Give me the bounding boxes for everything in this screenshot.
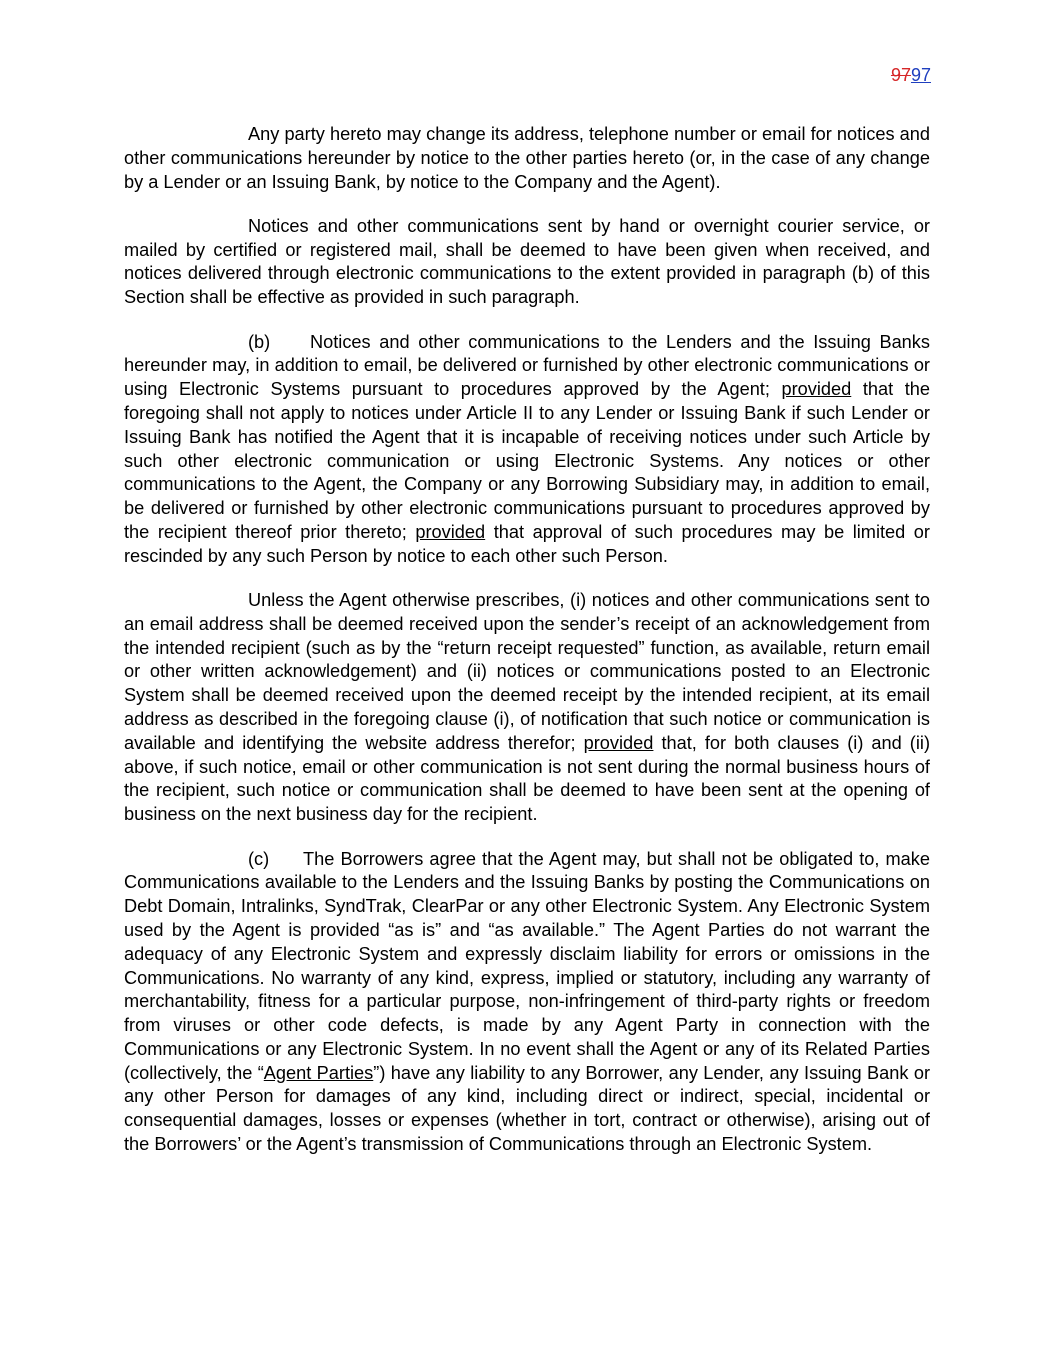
paragraph-c-electronic-systems: [124, 848, 930, 1157]
document-body: [124, 123, 930, 1177]
provided-term: provided: [415, 521, 486, 542]
paragraph-text: ”) have any liability to any Borrower, any Lender, any Issuing Bank or any other Person for damages of any kind, including direct or indirect, special, incidental or consequential damages, losses or expenses (whether in tort, contract or otherwise), arising out of the Borrowers’ or the Agent’s transmission of Communications through an Electronic System.: [124, 1062, 930, 1155]
page-number-inserted: 97: [910, 65, 931, 85]
page-number: [891, 64, 931, 86]
paragraph-text: that the foregoing shall not apply to notices under Article II to any Lender or Issuing Bank if such Lender or Issuing Bank has notified the Agent that it is incapable of receiving notices under such Article by such other electronic communication or using Electronic Systems. Any notices or other communications to the Agent, the Company or any Borrowing Subsidiary may, in addition to email, be delivered or furnished by other electronic communications pursuant to procedures approved by the recipient thereof prior thereto;: [124, 379, 930, 542]
page-number-deleted: 97: [890, 65, 911, 85]
defined-term-agent-parties: Agent Parties: [263, 1062, 374, 1083]
paragraph-email-receipt: [124, 589, 930, 827]
paragraph-b-electronic-notices: [124, 331, 930, 569]
provided-term: provided: [781, 379, 852, 400]
section-label-b: (b): [248, 331, 271, 352]
paragraph-notices-delivery: [124, 215, 930, 310]
section-label-c: (c): [248, 848, 270, 869]
paragraph-text: Notices and other communications to the Lenders and the Issuing Banks hereunder may, in addition to email, be delivered or furnished by other electronic communications or using Electronic Systems pursuant to procedures approved by the Agent;: [124, 331, 930, 400]
provided-term: provided: [583, 732, 654, 753]
paragraph-text: that, for both clauses (i) and (ii) above, if such notice, email or other communication is not sent during the normal business hours of the recipient, such notice or communication shall be deemed to have been sent at the opening of business on the next business day for the recipient.: [124, 732, 931, 825]
paragraph-change-address: [124, 123, 930, 194]
paragraph-text: Notices and other communications sent by hand or overnight courier service, or mailed by certified or registered mail, shall be deemed to have been given when received, and notices delivered through electronic communications to the extent provided in paragraph (b) of this Section shall be effective as provided in such paragraph.: [124, 215, 930, 308]
paragraph-text: Any party hereto may change its address, telephone number or email for notices and other communications hereunder by notice to the other parties hereto (or, in the case of any change by a Lender or an Issuing Bank, by notice to the Company and the Agent).: [124, 124, 930, 192]
paragraph-text: Unless the Agent otherwise prescribes, (i) notices and other communications sent to an email address shall be deemed received upon the sender’s receipt of an acknowledgement from the intended recipient (such as by the “return receipt requested” function, as available, return email or other written acknowledgement) and (ii) notices or communications posted to an Electronic System shall be deemed received upon the deemed receipt by the intended recipient, at its email address as described in the foregoing clause (i), of notification that such notice or communication is available and identifying the website address therefor;: [124, 590, 930, 753]
paragraph-text: that approval of such procedures may be limited or rescinded by any such Person by notice to each other such Person.: [124, 521, 930, 566]
paragraph-text: The Borrowers agree that the Agent may, but shall not be obligated to, make Communications available to the Lenders and the Issuing Banks by posting the Communications on Debt Domain, Intralinks, SyndTrak, ClearPar or any other Electronic System. Any Electronic System used by the Agent is provided “as is” and “as available.” The Agent Parties do not warrant the adequacy of any Electronic System and expressly disclaim liability for errors or omissions in the Communications. No warranty of any kind, express, implied or statutory, including any warranty of merchantability, fitness for a particular purpose, non-infringement of third-party rights or freedom from viruses or other code defects, is made by any Agent Party in connection with the Communications or any Electronic System. In no event shall the Agent or any of its Related Parties (collectively, the “: [124, 848, 930, 1083]
